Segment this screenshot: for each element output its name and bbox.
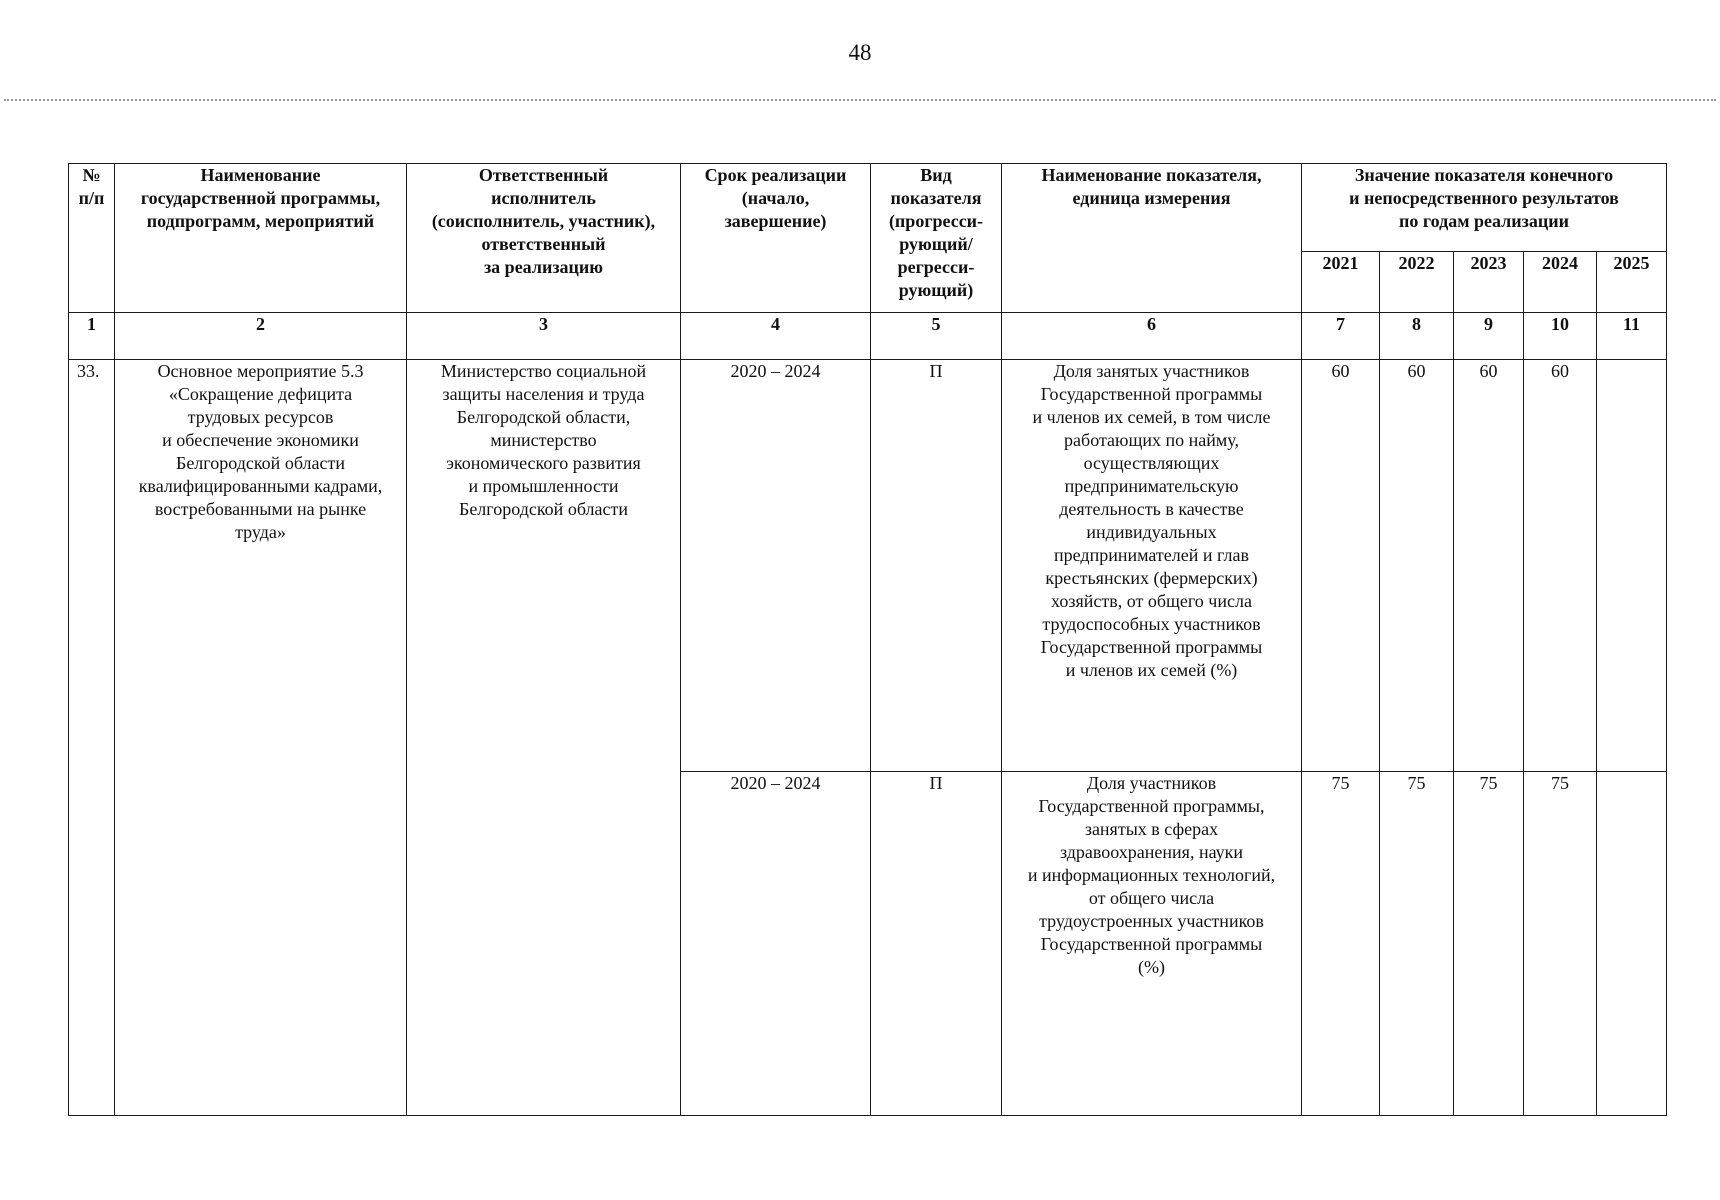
header-indicator-type: Вид показателя (прогресси- рующий/ регресси- рующий): [871, 164, 1002, 313]
column-number: 10: [1524, 313, 1597, 360]
header-year: 2022: [1380, 252, 1454, 313]
header-indicator-name: Наименование показателя, единица измерения: [1002, 164, 1302, 313]
indicator-value: 60: [1302, 360, 1380, 772]
column-number: 5: [871, 313, 1002, 360]
table-header-row: [69, 164, 1667, 252]
program-table: [68, 163, 1667, 1116]
row-number: 33.: [69, 360, 115, 1116]
column-number: 4: [681, 313, 871, 360]
header-year: 2024: [1524, 252, 1597, 313]
column-number: 1: [69, 313, 115, 360]
scan-artifact-line: [4, 99, 1716, 101]
indicator-value: [1597, 360, 1667, 772]
table-row: [69, 360, 1667, 772]
header-num: № п/п: [69, 164, 115, 313]
column-number: 7: [1302, 313, 1380, 360]
indicator-name: Доля занятых участников Государственной программы и членов их семей, в том числе работающих по найму, осуществляющих предпринимательскую деятельность в качестве индивидуальных предпринимателей и глав крестьянских (фермерских) хозяйств, от общего числа трудоспособных участников Государственной программы и членов их семей (%): [1002, 360, 1302, 772]
page-number: 48: [848, 40, 872, 65]
header-executor: Ответственный исполнитель (соисполнитель, участник), ответственный за реализацию: [407, 164, 681, 313]
indicator-value: 60: [1454, 360, 1524, 772]
header-year: 2025: [1597, 252, 1667, 313]
indicator-value: 75: [1380, 772, 1454, 1116]
implementation-term: 2020 – 2024: [681, 772, 871, 1116]
indicator-type: П: [871, 360, 1002, 772]
activity-name: Основное мероприятие 5.3 «Сокращение дефицита трудовых ресурсов и обеспечение экономики Белгородской области квалифицированными кадрами, востребованными на рынке труда»: [115, 360, 407, 1116]
column-number: 11: [1597, 313, 1667, 360]
header-year: 2023: [1454, 252, 1524, 313]
indicator-name: Доля участников Государственной программы, занятых в сферах здравоохранения, науки и информационных технологий, от общего числа трудоустроенных участников Государственной программы (%): [1002, 772, 1302, 1116]
indicator-value: 75: [1302, 772, 1380, 1116]
header-program-name: Наименование государственной программы, подпрограмм, мероприятий: [115, 164, 407, 313]
column-numbers-row: [69, 313, 1667, 360]
header-term: Срок реализации (начало, завершение): [681, 164, 871, 313]
column-number: 9: [1454, 313, 1524, 360]
header-indicator-values: Значение показателя конечного и непосредственного результатов по годам реализации: [1302, 164, 1667, 252]
indicator-value: 75: [1524, 772, 1597, 1116]
column-number: 6: [1002, 313, 1302, 360]
indicator-value: 60: [1380, 360, 1454, 772]
indicator-type: П: [871, 772, 1002, 1116]
indicator-value: 60: [1524, 360, 1597, 772]
column-number: 8: [1380, 313, 1454, 360]
indicator-value: 75: [1454, 772, 1524, 1116]
indicator-value: [1597, 772, 1667, 1116]
column-number: 2: [115, 313, 407, 360]
header-year: 2021: [1302, 252, 1380, 313]
responsible-executor: Министерство социальной защиты населения и труда Белгородской области, министерство экономического развития и промышленности Белгородской области: [407, 360, 681, 1116]
column-number: 3: [407, 313, 681, 360]
implementation-term: 2020 – 2024: [681, 360, 871, 772]
